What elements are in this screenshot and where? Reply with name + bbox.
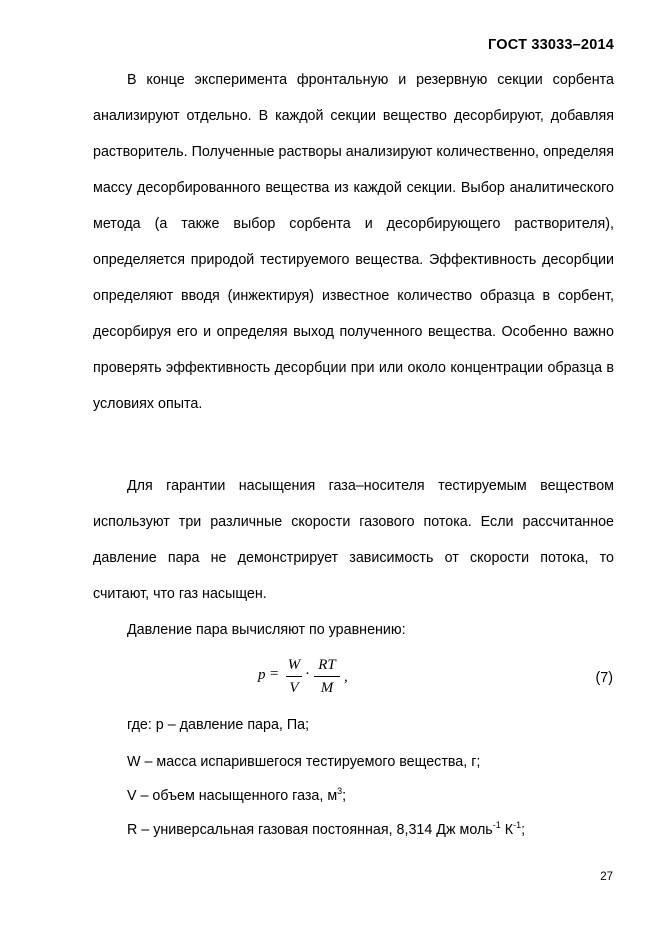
definition-text: R – универсальная газовая постоянная, 8,314 Дж моль xyxy=(127,822,493,838)
superscript: 3 xyxy=(337,786,343,796)
definition-w: W – масса испарившегося тестируемого вещества, г; xyxy=(127,754,481,770)
formula-comma: , xyxy=(344,669,348,685)
fraction-denominator: V xyxy=(289,680,299,696)
definition-tail: ; xyxy=(521,822,526,838)
vapor-pressure-formula xyxy=(258,655,358,699)
fraction-bar xyxy=(286,676,302,677)
definition-mid: К xyxy=(500,822,514,838)
superscript: -1 xyxy=(513,820,522,830)
fraction-bar xyxy=(314,676,340,677)
paragraph-equation-intro xyxy=(93,612,614,648)
document-code-header: ГОСТ 33033–2014 xyxy=(488,37,614,53)
page-number: 27 xyxy=(600,871,613,883)
equation-number: (7) xyxy=(595,670,613,686)
formula-lhs: p xyxy=(258,667,266,683)
paragraph-text: Давление пара вычисляют по уравнению: xyxy=(127,622,406,638)
multiplication-dot: · xyxy=(305,666,310,682)
fraction-denominator: M xyxy=(320,680,334,696)
formula-equals: = xyxy=(270,666,279,682)
paragraph-saturation xyxy=(93,468,614,612)
paragraph-text: В конце эксперимента фронтальную и резервную секции сорбента анализируют отдельно. В каждой секции вещество десорбируют, добавляя растворитель. Полученные растворы анализируют количественно, определяя массу десорбированного вещества из каждой секции. Выбор аналитического метода (а также выбор сорбента и десорбирующего растворителя), определяется природой тестируемого вещества. Эффективность десорбции определяют вводя (инжектируя) известное количество образца в сорбент, десорбируя его и определяя выход полученного вещества. Особенно важно проверять эффективность десорбции при или около концентрации образца в условиях опыта. xyxy=(93,72,614,412)
paragraph-text: Для гарантии насыщения газа–носителя тестируемым веществом используют три различные скорости газового потока. Если рассчитанное давление пара не демонстрирует зависимость от скорости потока, то считают, что газ насыщен. xyxy=(93,478,614,602)
fraction-numerator: W xyxy=(287,657,301,673)
superscript: -1 xyxy=(492,820,501,830)
definition-v xyxy=(127,788,346,804)
fraction-rt-over-m xyxy=(314,655,340,698)
definition-tail: ; xyxy=(342,788,347,804)
paragraph-desorption xyxy=(93,62,614,422)
fraction-w-over-v xyxy=(286,655,302,698)
fraction-numerator: RT xyxy=(318,657,336,673)
definition-p: где: p – давление пара, Па; xyxy=(127,717,310,733)
definition-r xyxy=(127,822,525,838)
definition-text: V – объем насыщенного газа, м xyxy=(127,788,338,804)
